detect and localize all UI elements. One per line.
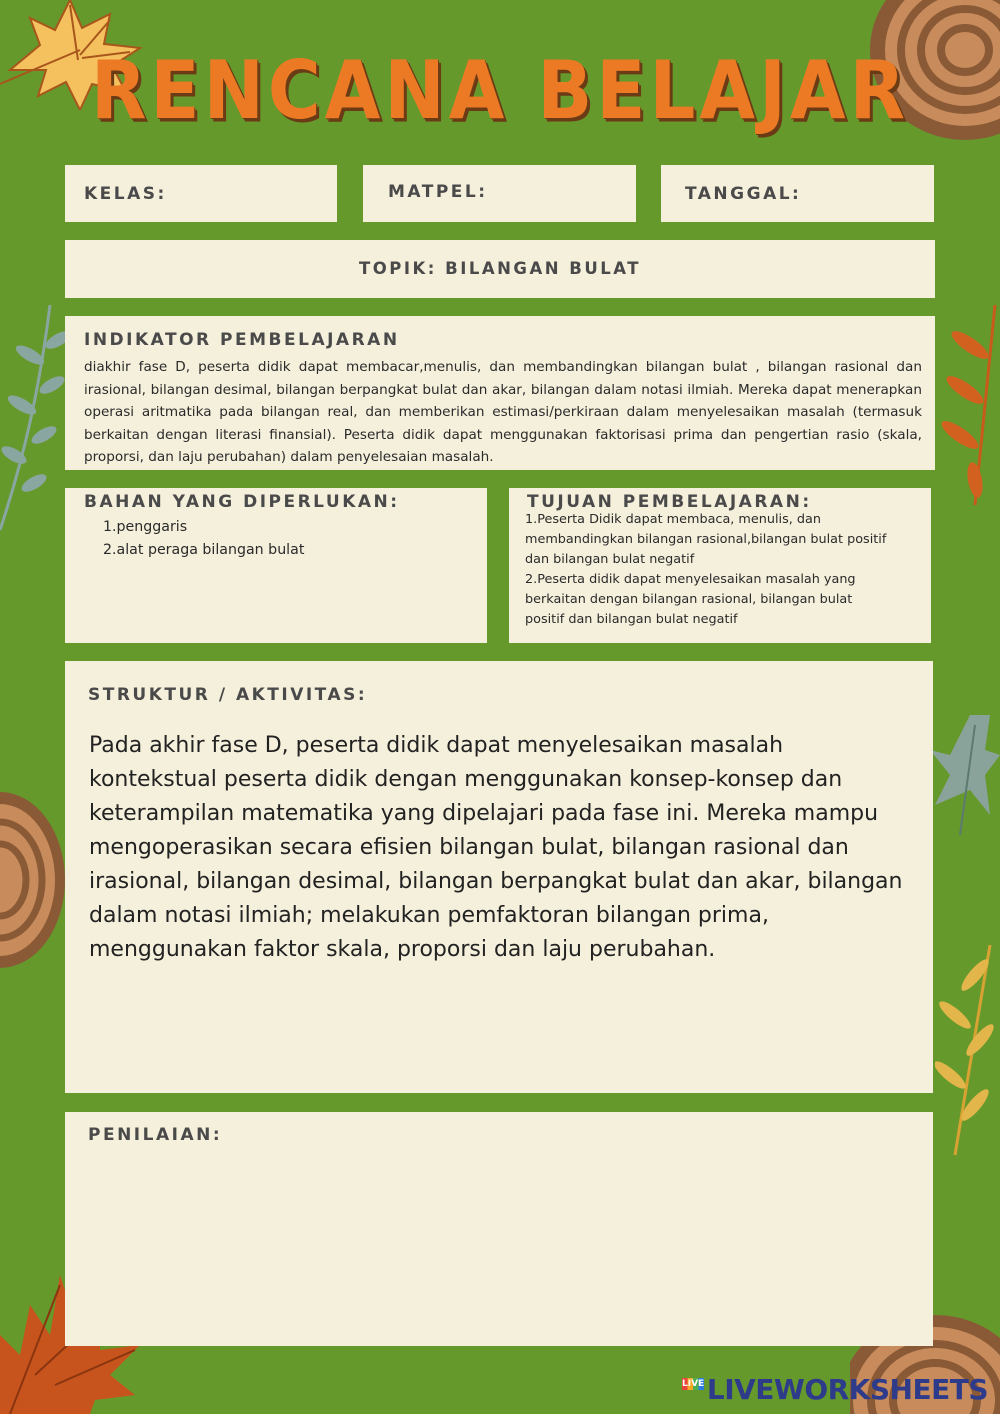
bahan-list (103, 516, 304, 561)
topik-label: TOPIK: BILANGAN BULAT (358, 259, 642, 278)
indikator-label: INDIKATOR PEMBELAJARAN (84, 330, 400, 350)
kelas-label: KELAS: (84, 184, 167, 204)
bahan-box (65, 488, 487, 643)
tanggal-field[interactable] (661, 165, 934, 222)
liveworksheets-logo-icon (682, 1378, 704, 1402)
indikator-text: diakhir fase D, peserta didik dapat membacar,menulis, dan membandingkan bilangan bulat , bilangan rasional dan irasional, bilangan desimal, bilangan berpangkat bulat dan akar, bilangan dalam notasi ilmiah. Mereka dapat menerapkan operasi aritmatika pada bilangan real, dan memberikan estimasi/perkiraan dalam menyelesaikan masalah (termasuk berkaitan dengan literasi finansial). Peserta didik dapat menggunakan faktorisasi prima dan pengertian rasio (skala, proporsi, dan laju perubahan) dalam penyelesaian masalah. (84, 359, 922, 465)
fern-leaf-left-icon (0, 305, 75, 535)
page-title: RENCANA BELAJAR (90, 42, 910, 138)
topik-box (65, 240, 935, 298)
liveworksheets-brand[interactable]: LIVEWORKSHEETS (706, 1373, 988, 1406)
struktur-label: STRUKTUR / AKTIVITAS: (88, 685, 368, 705)
struktur-text: Pada akhir fase D, peserta didik dapat menyelesaikan masalah kontekstual peserta didik dengan menggunakan konsep-konsep dan keterampilan matematika yang dipelajari pada fase ini. Mereka mampu mengoperasikan secara efisien bilangan bulat, bilangan rasional dan irasional, bilangan desimal, bilangan berpangkat bulat dan akar, bilangan dalam notasi ilmiah; melakukan pemfaktoran bilangan prima, menggunakan faktor skala, proporsi dan laju perubahan. (89, 733, 903, 962)
green-leaf-right-icon (930, 695, 1000, 840)
kelas-field[interactable] (65, 165, 337, 222)
matpel-label: MATPEL: (388, 182, 488, 202)
tujuan-label: TUJUAN PEMBELAJARAN: (527, 492, 812, 512)
indikator-box (65, 316, 935, 470)
bahan-label: BAHAN YANG DIPERLUKAN: (84, 492, 400, 512)
tujuan-list (525, 510, 893, 630)
orange-branch-right-icon (935, 305, 1000, 510)
penilaian-box[interactable] (65, 1112, 933, 1346)
tree-slice-left-icon (0, 790, 65, 970)
bahan-item: 2.alat peraga bilangan bulat (103, 541, 305, 558)
penilaian-label: PENILAIAN: (88, 1125, 223, 1145)
tujuan-item: 1.Peserta Didik dapat membaca, menulis, dan membandingkan bilangan rasional,bilangan bulat positif dan bilangan bulat negatif (525, 512, 887, 567)
tujuan-box (509, 488, 931, 643)
logo-letter: LIVE (682, 1379, 705, 1389)
tujuan-item: 2.Peserta didik dapat menyelesaikan masalah yang berkaitan dengan bilangan rasional, bilangan bulat positif dan bilangan bulat negatif (525, 572, 856, 627)
matpel-field[interactable] (363, 165, 636, 222)
struktur-box[interactable] (65, 661, 933, 1093)
bahan-item: 1.penggaris (103, 519, 188, 535)
yellow-branch-right-icon (935, 945, 1000, 1160)
tanggal-label: TANGGAL: (685, 184, 802, 204)
